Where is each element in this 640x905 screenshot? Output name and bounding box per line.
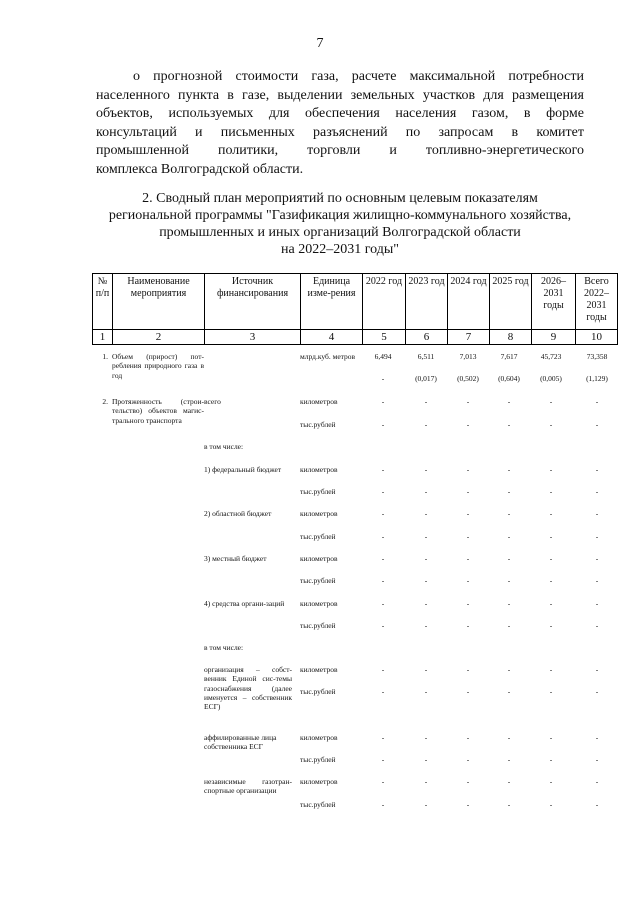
dash-2026-2031: -	[549, 621, 553, 630]
dash-2026-2031: -	[549, 755, 553, 764]
unit-label: тыс.рублей	[300, 487, 336, 496]
dash-2023: -	[424, 687, 428, 696]
dash-2024: -	[466, 576, 470, 585]
intro-line: комплекса Волгоградской области.	[96, 161, 304, 177]
dash-total: -	[595, 465, 599, 474]
intro-paragraph	[96, 68, 584, 179]
page-number: 7	[316, 36, 324, 51]
dash-2026-2031: -	[549, 777, 553, 786]
dash-2024: -	[466, 487, 470, 496]
intro-line: о прогнозной стоимости газа, расчете максимальной потребности	[133, 69, 584, 84]
subvalue-2026-2031: (0,005)	[540, 374, 562, 383]
dash-2024: -	[466, 509, 470, 518]
row-name: Протяженность (строи-тельство) объектов магис-трального транспорта	[112, 397, 204, 425]
dash-2023: -	[424, 599, 428, 608]
heading-line: на 2022–2031 годы"	[281, 242, 399, 257]
dash-2024: -	[466, 621, 470, 630]
dash-total: -	[595, 509, 599, 518]
unit-label: тыс.рублей	[300, 532, 336, 541]
dash-2026-2031: -	[549, 487, 553, 496]
header-2022: 2022 год	[363, 274, 406, 330]
dash-2022: -	[381, 420, 385, 429]
header-2024: 2024 год	[448, 274, 490, 330]
dash-2025: -	[507, 621, 511, 630]
subvalue-2022: -	[381, 374, 385, 383]
dash-2026-2031: -	[549, 665, 553, 674]
dash-total: -	[595, 599, 599, 608]
dash-2024: -	[466, 465, 470, 474]
dash-2025: -	[507, 397, 511, 406]
dash-2023: -	[424, 465, 428, 474]
dash-2026-2031: -	[549, 397, 553, 406]
dash-total: -	[595, 554, 599, 563]
dash-total: -	[595, 665, 599, 674]
intro-line: консультаций и письменных разъяснений по запросам в комитет	[96, 124, 584, 140]
dash-total: -	[595, 420, 599, 429]
dash-2023: -	[424, 621, 428, 630]
column-number: 7	[448, 330, 490, 345]
dash-2023: -	[424, 554, 428, 563]
source-label: организация – собст-венник Единой сис-темы газоснабжения (далее именуется – собственник ЕСГ)	[204, 665, 292, 712]
unit-label: километров	[300, 599, 338, 608]
column-number: 1	[93, 330, 113, 345]
dash-2024: -	[466, 800, 470, 809]
subvalue-2024: (0,502)	[457, 374, 479, 383]
dash-2023: -	[424, 777, 428, 786]
header-name: Наименование мероприятия	[113, 274, 205, 330]
header-unit: Единица изме-рения	[301, 274, 363, 330]
dash-2023: -	[424, 800, 428, 809]
source-label: аффилированные лица собственника ЕСГ	[204, 733, 277, 752]
unit-label: тыс.рублей	[300, 800, 336, 809]
dash-2022: -	[381, 733, 385, 742]
unit-label: километров	[300, 554, 338, 563]
dash-2025: -	[507, 487, 511, 496]
column-number: 10	[576, 330, 618, 345]
section-heading	[90, 190, 590, 258]
dash-total: -	[595, 755, 599, 764]
dash-2023: -	[424, 509, 428, 518]
dash-total: -	[595, 800, 599, 809]
unit-label: километров	[300, 397, 338, 406]
dash-total: -	[595, 487, 599, 496]
dash-2023: -	[424, 420, 428, 429]
row-unit: млрд.куб. метров	[300, 352, 356, 361]
dash-2022: -	[381, 397, 385, 406]
subvalue-total: (1,129)	[586, 374, 608, 383]
column-number: 9	[532, 330, 576, 345]
row-name: Объем (прирост) пот-ребления природного газа в год	[112, 352, 204, 380]
unit-label: километров	[300, 777, 338, 786]
dash-2026-2031: -	[549, 465, 553, 474]
header-total: Всего 2022–2031 годы	[576, 274, 618, 330]
unit-label: тыс.рублей	[300, 687, 336, 696]
dash-2025: -	[507, 687, 511, 696]
row-number: 1.	[102, 352, 108, 361]
dash-2022: -	[381, 777, 385, 786]
source-label: независимые газотран-спортные организации	[204, 777, 292, 796]
source-label: 1) федеральный бюджет	[204, 465, 282, 474]
dash-2022: -	[381, 465, 385, 474]
dash-total: -	[595, 687, 599, 696]
dash-2022: -	[381, 621, 385, 630]
dash-2024: -	[466, 420, 470, 429]
row-number: 2.	[102, 397, 108, 406]
dash-2026-2031: -	[549, 687, 553, 696]
heading-line: промышленных и иных организаций Волгоградской области	[159, 225, 521, 240]
value-2023: 6,511	[417, 352, 435, 361]
value-2024: 7,013	[459, 352, 477, 361]
value-2026-2031: 45,723	[540, 352, 562, 361]
header-no: № п/п	[93, 274, 113, 330]
dash-total: -	[595, 397, 599, 406]
dash-2024: -	[466, 532, 470, 541]
dash-2022: -	[381, 576, 385, 585]
unit-label: километров	[300, 509, 338, 518]
source-label: в том числе:	[204, 643, 244, 652]
dash-2023: -	[424, 487, 428, 496]
heading-line: 2. Сводный план мероприятий по основным целевым показателям	[142, 191, 538, 206]
dash-2025: -	[507, 576, 511, 585]
dash-2025: -	[507, 509, 511, 518]
unit-label: тыс.рублей	[300, 420, 336, 429]
dash-2024: -	[466, 397, 470, 406]
header-2025: 2025 год	[490, 274, 532, 330]
intro-line: объектов, используемых для обеспечения населения газом, в форме	[96, 106, 584, 121]
value-2022: 6,494	[374, 352, 392, 361]
column-number: 2	[113, 330, 205, 345]
dash-2025: -	[507, 532, 511, 541]
dash-total: -	[595, 777, 599, 786]
value-total: 73,358	[586, 352, 608, 361]
source-label: в том числе:	[204, 442, 244, 451]
column-number: 5	[363, 330, 406, 345]
dash-2024: -	[466, 554, 470, 563]
dash-2024: -	[466, 755, 470, 764]
dash-2022: -	[381, 755, 385, 764]
dash-2022: -	[381, 599, 385, 608]
intro-line: промышленной политики, торговли и топливно-энергетического	[96, 143, 584, 158]
source-label: 2) областной бюджет	[204, 509, 272, 518]
subvalue-2025: (0,604)	[498, 374, 520, 383]
dash-2022: -	[381, 800, 385, 809]
dash-2026-2031: -	[549, 800, 553, 809]
dash-2023: -	[424, 733, 428, 742]
dash-2026-2031: -	[549, 733, 553, 742]
dash-2026-2031: -	[549, 532, 553, 541]
source-label: 3) местный бюджет	[204, 554, 267, 563]
dash-2024: -	[466, 687, 470, 696]
unit-label: километров	[300, 465, 338, 474]
heading-line: региональной программы "Газификация жилищно-коммунального хозяйства,	[108, 208, 572, 223]
dash-2026-2031: -	[549, 599, 553, 608]
column-number: 3	[205, 330, 301, 345]
dash-2026-2031: -	[549, 554, 553, 563]
dash-total: -	[595, 532, 599, 541]
dash-total: -	[595, 733, 599, 742]
dash-2026-2031: -	[549, 509, 553, 518]
dash-2022: -	[381, 554, 385, 563]
dash-2025: -	[507, 800, 511, 809]
dash-2022: -	[381, 509, 385, 518]
dash-2022: -	[381, 487, 385, 496]
dash-2023: -	[424, 755, 428, 764]
header-2023: 2023 год	[406, 274, 448, 330]
value-2025: 7,617	[500, 352, 518, 361]
header-2026-2031: 2026–2031 годы	[532, 274, 576, 330]
dash-2023: -	[424, 576, 428, 585]
dash-2025: -	[507, 733, 511, 742]
dash-2022: -	[381, 687, 385, 696]
dash-2023: -	[424, 397, 428, 406]
header-source: Источник финансирования	[205, 274, 301, 330]
dash-2024: -	[466, 599, 470, 608]
unit-label: километров	[300, 733, 338, 742]
dash-2026-2031: -	[549, 576, 553, 585]
column-number: 6	[406, 330, 448, 345]
dash-2025: -	[507, 420, 511, 429]
dash-2022: -	[381, 665, 385, 674]
dash-total: -	[595, 576, 599, 585]
dash-2025: -	[507, 599, 511, 608]
intro-line: населенного пункта в газе, выделении земельных участков для размещения	[96, 87, 584, 103]
dash-total: -	[595, 621, 599, 630]
dash-2026-2031: -	[549, 420, 553, 429]
subvalue-2023: (0,017)	[415, 374, 437, 383]
dash-2024: -	[466, 777, 470, 786]
dash-2025: -	[507, 755, 511, 764]
dash-2022: -	[381, 532, 385, 541]
dash-2025: -	[507, 554, 511, 563]
source-label: всего	[204, 397, 221, 406]
dash-2025: -	[507, 665, 511, 674]
unit-label: километров	[300, 665, 338, 674]
dash-2024: -	[466, 665, 470, 674]
dash-2023: -	[424, 532, 428, 541]
unit-label: тыс.рублей	[300, 621, 336, 630]
dash-2024: -	[466, 733, 470, 742]
dash-2023: -	[424, 665, 428, 674]
unit-label: тыс.рублей	[300, 576, 336, 585]
plan-table-header	[92, 273, 618, 345]
column-number: 4	[301, 330, 363, 345]
source-label: 4) средства органи-заций	[204, 599, 285, 608]
dash-2025: -	[507, 465, 511, 474]
unit-label: тыс.рублей	[300, 755, 336, 764]
dash-2025: -	[507, 777, 511, 786]
column-number: 8	[490, 330, 532, 345]
